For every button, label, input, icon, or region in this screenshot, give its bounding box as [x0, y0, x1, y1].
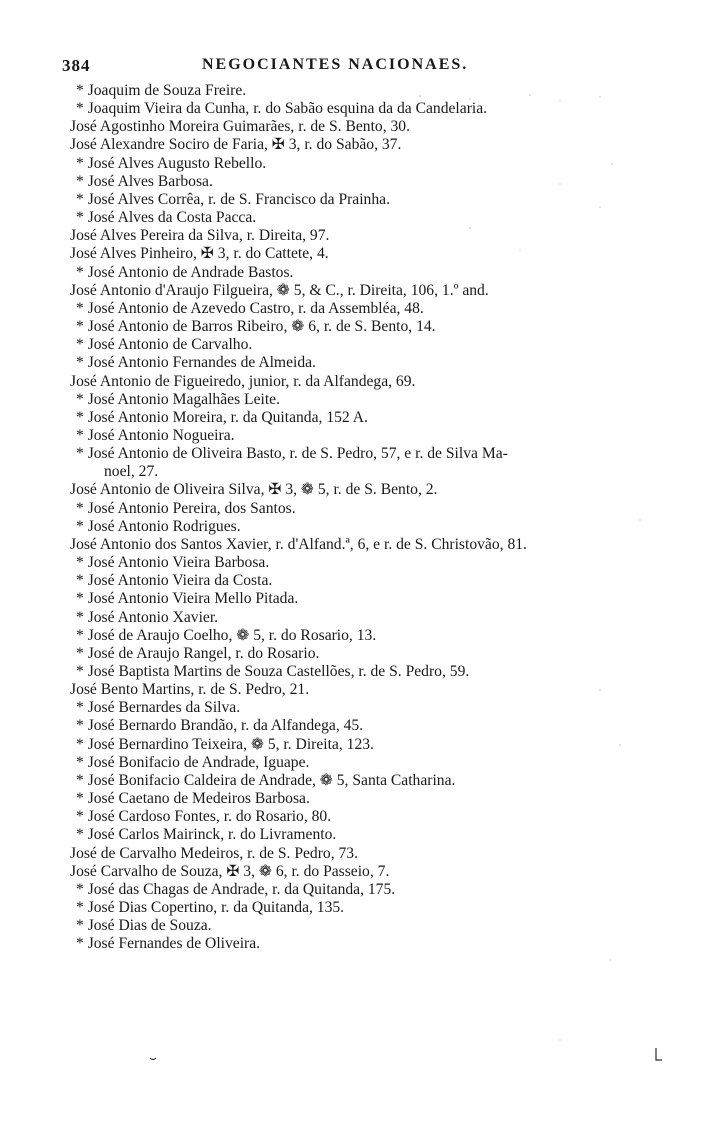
- page-number: 384: [62, 56, 91, 75]
- directory-entry: * José Bonifacio Caldeira de Andrade, ❁ 5, Santa Catharina.: [76, 771, 456, 789]
- directory-entry: * José Dias Copertino, r. da Quitanda, 135.: [76, 899, 345, 917]
- directory-entry: * José Antonio de Andrade Bastos.: [76, 263, 294, 281]
- directory-entry: * José Antonio de Carvalho.: [76, 336, 253, 354]
- directory-entry: * José Bonifacio de Andrade, Iguape.: [76, 753, 310, 771]
- directory-entry: José Carvalho de Souza, ✠ 3, ❁ 6, r. do Passeio, 7.: [70, 862, 390, 880]
- directory-entry: * Joaquim Vieira da Cunha, r. do Sabão esquina da da Candelaria.: [76, 100, 488, 118]
- directory-entry: José Alexandre Sociro de Faria, ✠ 3, r. do Sabão, 37.: [70, 136, 402, 154]
- directory-entry: * José Antonio Xavier.: [76, 608, 219, 626]
- margin-mark-left: [150, 1058, 156, 1060]
- running-head: NEGOCIANTES NACIONAES.: [202, 56, 469, 73]
- directory-entry: José Antonio de Figueiredo, junior, r. da Alfandega, 69.: [70, 372, 416, 390]
- directory-entry: * José Antonio Vieira Barbosa.: [76, 554, 270, 572]
- directory-entry: José Bento Martins, r. de S. Pedro, 21.: [70, 681, 310, 699]
- directory-entry: * José Baptista Martins de Souza Castellões, r. de S. Pedro, 59.: [76, 663, 470, 680]
- directory-entry: * Joaquim de Souza Freire.: [76, 82, 247, 99]
- directory-entry: * José Antonio Vieira da Costa.: [76, 572, 273, 590]
- directory-entry: * José de Araujo Rangel, r. do Rosario.: [76, 644, 320, 662]
- directory-entry: José Antonio d'Araujo Filgueira, ❁ 5, & C., r. Direita, 106, 1.º and.: [70, 281, 489, 299]
- directory-entry: José Alves Pereira da Silva, r. Direita, 97.: [70, 227, 330, 245]
- directory-entry: * José Alves Barbosa.: [76, 172, 213, 190]
- directory-entry: * José Alves Augusto Rebello.: [76, 154, 267, 172]
- directory-entry: * José Antonio de Barros Ribeiro, ❁ 6, r. de S. Bento, 14.: [76, 318, 436, 336]
- directory-entry: José Alves Pinheiro, ✠ 3, r. do Cattete, 4.: [70, 245, 329, 263]
- directory-entry: * José Bernardino Teixeira, ❁ 5, r. Direita, 123.: [76, 735, 374, 753]
- directory-entry: * José Fernandes de Oliveira.: [76, 935, 261, 953]
- directory-entry: * José Caetano de Medeiros Barbosa.: [76, 790, 310, 808]
- directory-entry: * José Dias de Souza.: [76, 917, 212, 935]
- directory-entry: * José Antonio Magalhães Leite.: [76, 390, 280, 408]
- directory-entry: * José Antonio Moreira, r. da Quitanda, 152 A.: [76, 408, 368, 426]
- directory-entry: * José Carlos Mairinck, r. do Livramento.: [76, 826, 337, 844]
- directory-entry: José Agostinho Moreira Guimarães, r. de S. Bento, 30.: [70, 118, 410, 136]
- page-header: [62, 56, 662, 80]
- directory-entry: * José Cardoso Fontes, r. do Rosario, 80.: [76, 808, 332, 826]
- directory-entry: José Antonio de Oliveira Silva, ✠ 3, ❁ 5, r. de S. Bento, 2.: [70, 481, 438, 499]
- directory-list: [62, 82, 662, 954]
- entry-continuation: noel, 27.: [104, 463, 159, 481]
- directory-entry: * José Alves da Costa Pacca.: [76, 209, 257, 227]
- directory-entry: * José de Araujo Coelho, ❁ 5, r. do Rosario, 13.: [76, 626, 377, 644]
- directory-entry: José de Carvalho Medeiros, r. de S. Pedro, 73.: [70, 844, 359, 862]
- directory-entry: José Antonio dos Santos Xavier, r. d'Alfand.ª, 6, e r. de S. Christovão, 81.: [70, 535, 527, 553]
- directory-entry: * José das Chagas de Andrade, r. da Quitanda, 175.: [76, 880, 396, 898]
- directory-entry: * José Antonio de Oliveira Basto, r. de S. Pedro, 57, e r. de Silva Ma-: [76, 445, 508, 463]
- directory-entry: * José Antonio de Azevedo Castro, r. da Assembléa, 48.: [76, 299, 424, 317]
- directory-entry: * José Antonio Rodrigues.: [76, 517, 241, 535]
- margin-mark-right: [656, 1048, 662, 1060]
- directory-entry: * José Antonio Nogueira.: [76, 426, 235, 444]
- directory-entry: * José Antonio Vieira Mello Pitada.: [76, 590, 299, 608]
- directory-entry: * José Bernardo Brandão, r. da Alfandega, 45.: [76, 717, 364, 735]
- directory-entry: * José Bernardes da Silva.: [76, 699, 241, 717]
- directory-entry: * José Alves Corrêa, r. de S. Francisco da Prainha.: [76, 190, 390, 208]
- directory-entry: * José Antonio Pereira, dos Santos.: [76, 499, 296, 517]
- directory-entry: * José Antonio Fernandes de Almeida.: [76, 354, 316, 372]
